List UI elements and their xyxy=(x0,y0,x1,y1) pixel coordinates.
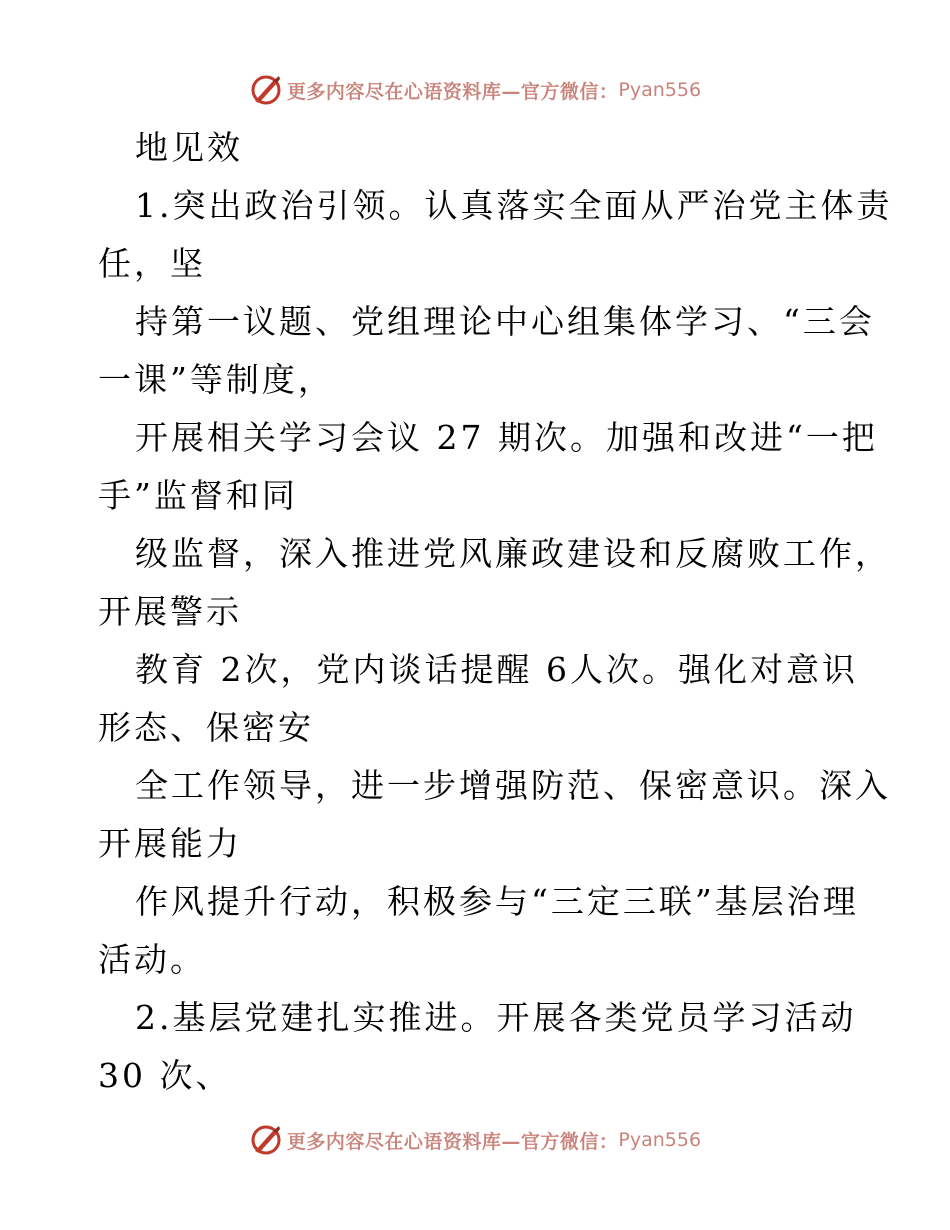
header-banner xyxy=(0,70,950,110)
text-line: 一课”等制度， xyxy=(98,360,334,399)
text-line: 作风提升行动，积极参与“三定三联”基层治理 xyxy=(135,882,859,921)
header-wechat-id: Pyan556 xyxy=(618,79,702,101)
text-line: 教育 2次，党内谈话提醒 6人次。强化对意识 xyxy=(135,650,858,689)
footer-wechat-id: Pyan556 xyxy=(618,1129,702,1151)
text-line: 开展能力 xyxy=(98,824,242,863)
text-line: 手”监督和同 xyxy=(98,476,298,515)
text-line: 开展相关学习会议 27 期次。加强和改进“一把 xyxy=(135,418,878,457)
text-line: 地见效 xyxy=(135,128,243,167)
text-line: 2.基层党建扎实推进。开展各类党员学习活动 xyxy=(135,998,857,1037)
text-line: 持第一议题、党组理论中心组集体学习、“三会 xyxy=(135,302,875,341)
text-line: 级监督，深入推进党风廉政建设和反腐败工作， xyxy=(135,534,891,573)
header-banner-text: 更多内容尽在心语资料库—官方微信： xyxy=(286,80,619,103)
text-line: 活动。 xyxy=(98,940,206,979)
footer-banner xyxy=(0,1120,950,1160)
quill-pen-icon xyxy=(249,73,283,107)
text-line: 任，坚 xyxy=(98,244,206,283)
quill-pen-icon xyxy=(249,1123,283,1157)
text-line: 30 次、 xyxy=(98,1056,232,1095)
footer-banner-text: 更多内容尽在心语资料库—官方微信： xyxy=(286,1130,619,1153)
text-line: 开展警示 xyxy=(98,592,242,631)
text-line: 形态、保密安 xyxy=(98,708,314,747)
text-line: 1.突出政治引领。认真落实全面从严治党主体责 xyxy=(135,186,893,225)
text-line: 全工作领导，进一步增强防范、保密意识。深入 xyxy=(135,766,891,805)
